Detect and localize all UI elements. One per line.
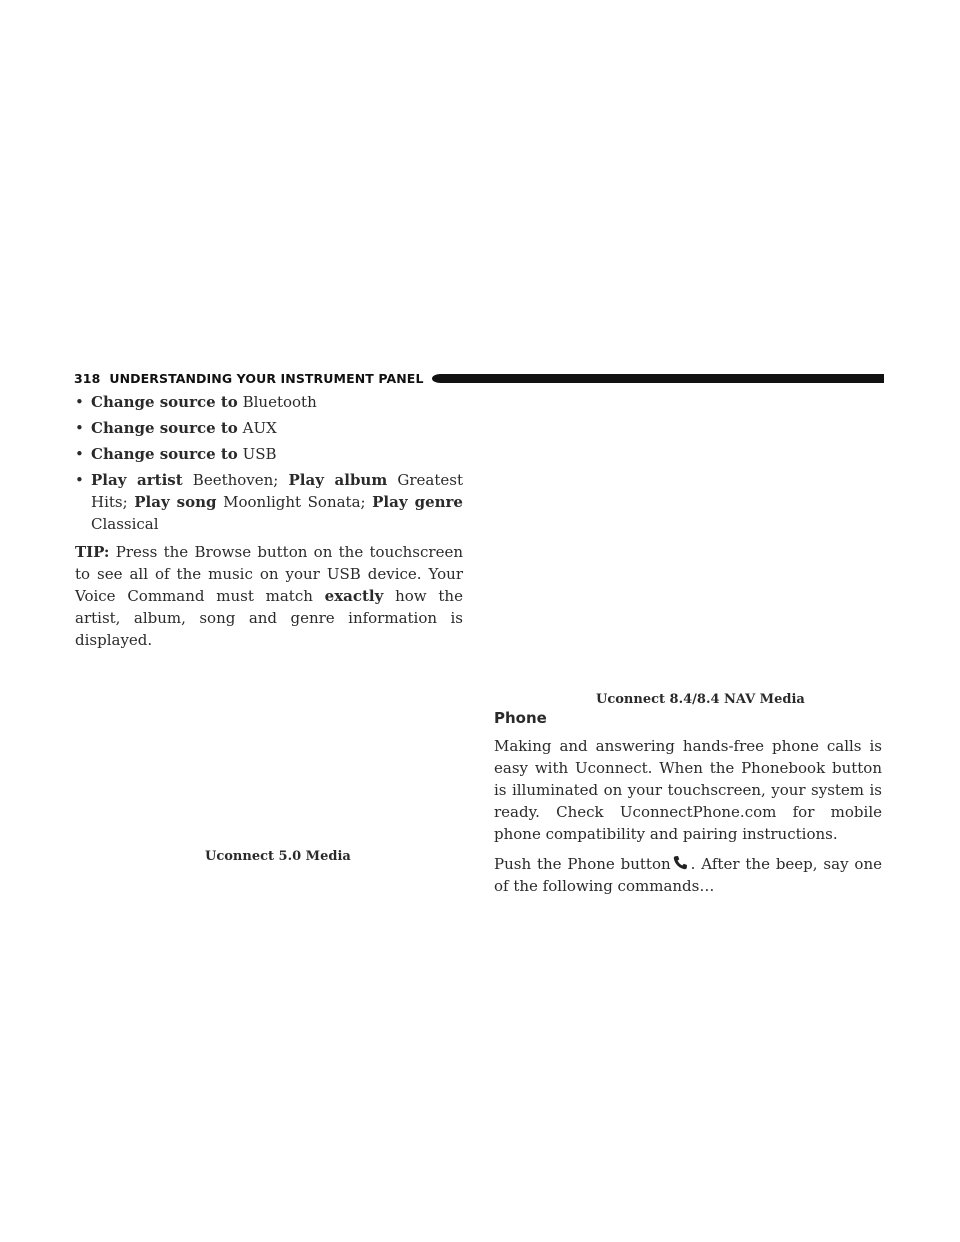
right-column [494, 709, 882, 897]
phone-instruction [494, 853, 882, 897]
play-album-value: Greatest Hits; [91, 471, 463, 511]
header-bar [432, 374, 884, 383]
command-keyword: Change source to [91, 445, 238, 463]
list-item [75, 391, 463, 413]
header-text [74, 371, 424, 386]
command-list [75, 391, 463, 535]
bullet: • [75, 445, 84, 463]
phone-paragraph: Making and answering hands-free phone calls is easy with Uconnect. When the Phonebook button is illuminated on your touchscreen, your system is ready. Check UconnectPhone.com for mobile phone compatibility and pairing instructions. [494, 737, 882, 843]
command-value: AUX [242, 419, 277, 437]
play-song-value: Moonlight Sonata; [223, 493, 366, 511]
caption-uconnect-8-4: Uconnect 8.4/8.4 NAV Media [596, 692, 805, 707]
phone-instruction-text-after: . After the beep, say one of the following commands… [494, 855, 882, 895]
command-value: USB [242, 445, 277, 463]
play-genre-keyword: Play genre [372, 493, 463, 511]
list-item-play [75, 469, 463, 535]
header-title: UNDERSTANDING YOUR INSTRUMENT PANEL [109, 370, 424, 386]
phone-icon [672, 855, 690, 871]
bullet: • [75, 419, 84, 437]
section-title-phone: Phone [494, 709, 547, 727]
page-header [74, 369, 884, 387]
play-album-keyword: Play album [288, 471, 388, 489]
command-keyword: Change source to [91, 419, 238, 437]
caption-uconnect-5: Uconnect 5.0 Media [205, 849, 351, 864]
bullet: • [75, 471, 84, 489]
phone-instruction-text: Push the Phone button [494, 855, 671, 873]
play-song-keyword: Play song [134, 493, 217, 511]
play-artist-value: Beethoven; [192, 471, 279, 489]
bullet: • [75, 393, 84, 411]
list-item [75, 417, 463, 439]
play-genre-value: Classical [91, 515, 159, 533]
list-item [75, 443, 463, 465]
command-keyword: Change source to [91, 393, 238, 411]
page-number: 318 [74, 370, 101, 386]
command-value: Bluetooth [242, 393, 317, 411]
play-artist-keyword: Play artist [91, 471, 183, 489]
tip-paragraph [75, 541, 463, 651]
tip-text: Press the Browse button on the touchscreen to see all of the music on your USB device. Your Voice Command must match [75, 543, 463, 605]
left-column [75, 391, 463, 651]
tip-emphasis: exactly [324, 587, 384, 605]
tip-text-after: how the artist, album, song and genre information is displayed. [75, 587, 463, 649]
tip-label: TIP: [75, 543, 110, 561]
